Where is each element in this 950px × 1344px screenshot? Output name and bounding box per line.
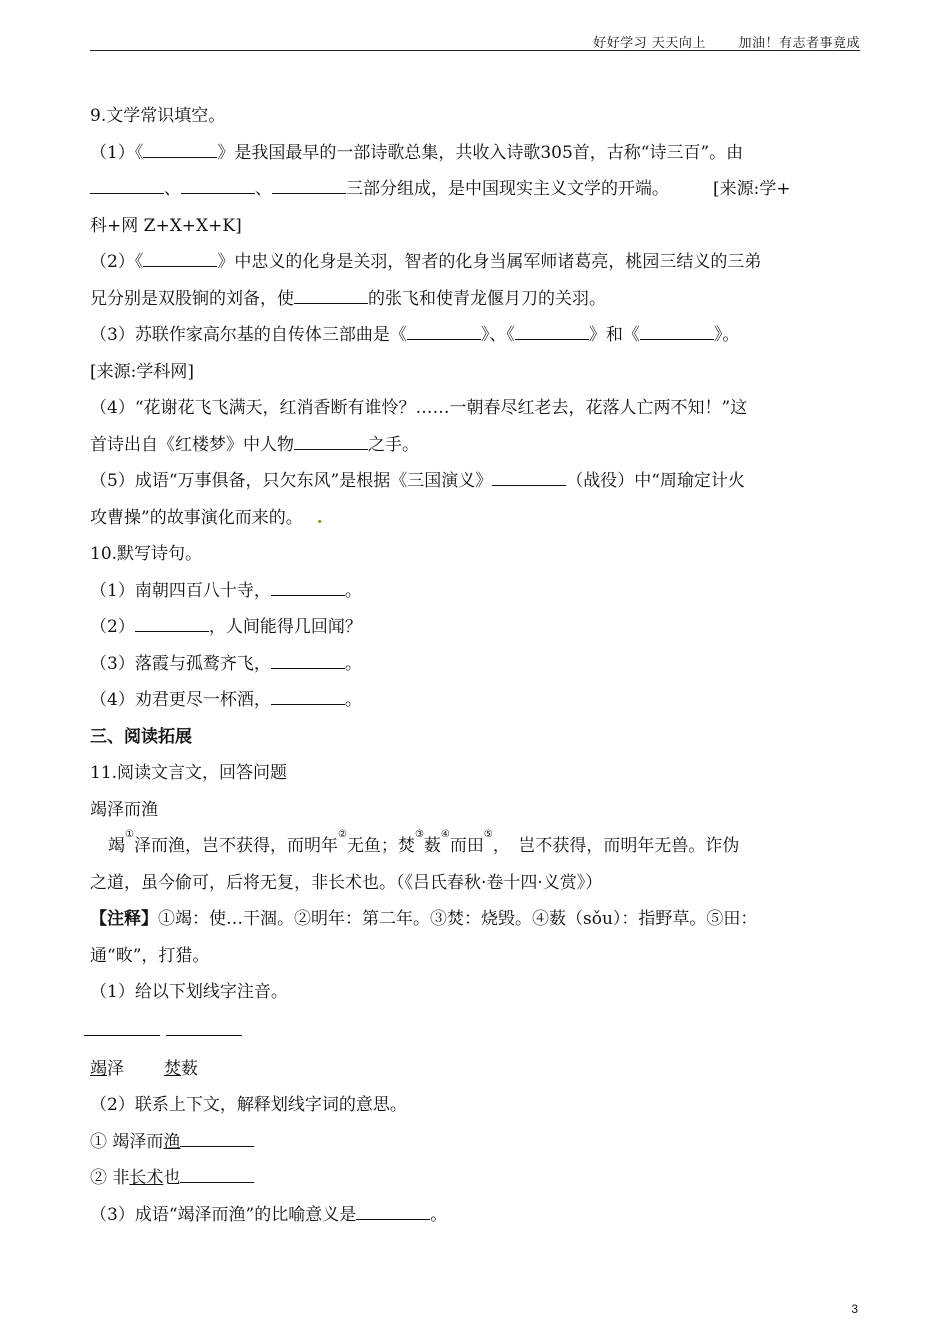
answer-blank[interactable] [272, 192, 346, 194]
pinyin-blanks [90, 1011, 860, 1051]
answer-blank[interactable] [640, 338, 714, 340]
worksheet-body [90, 98, 860, 1233]
section-heading-reading: 三、阅读拓展 [90, 726, 192, 747]
answer-blank[interactable] [294, 448, 368, 450]
passage-title: 竭泽而渔 [90, 799, 158, 820]
page-header [90, 32, 860, 51]
q9-item1-line3: 科+网 Z+X+X+K] [90, 215, 242, 236]
page-number: 3 [851, 1302, 858, 1316]
q11-sub2: （2）联系上下文，解释划线字词的意思。 [90, 1095, 407, 1115]
q10-item3: （3）落霞与孤鹜齐飞， 。 [90, 653, 362, 674]
answer-blank[interactable] [181, 192, 255, 194]
stray-dot-mark: . [316, 507, 323, 528]
answer-blank[interactable] [407, 338, 481, 340]
q10-title: 10.默写诗句。 [90, 544, 203, 564]
answer-blank[interactable] [90, 192, 164, 194]
header-motto-right: 加油！有志者事竟成 [738, 36, 860, 51]
passage-line2: 之道，虽今偷可，后将无复，非长术也。（《吕氏春秋·卷十四·义赏》） [90, 872, 603, 893]
q9-item1-line1: （1）《 》是我国最早的一部诗歌总集，共收入诗歌305首，古称“诗三百”。由 [90, 142, 744, 163]
q9-item5-line1: （5）成语“万事俱备，只欠东风”是根据《三国演义》 （战役）中“周瑜定计火 [90, 471, 745, 491]
answer-blank[interactable] [294, 302, 368, 304]
q9-item4-line2: 首诗出自《红楼梦》中人物 之手。 [90, 434, 419, 455]
answer-blank[interactable] [143, 265, 217, 267]
annotation-line2: 通“畋”，打猎。 [90, 945, 210, 966]
source-note: [来源:学+ [713, 179, 791, 199]
passage-line1: 竭①泽而渔，岂不获得，而明年②无鱼；焚③薮④而田⑤， 岂不获得，而明年无兽。诈伪 [108, 829, 740, 856]
answer-blank[interactable] [356, 1218, 430, 1220]
q9-title: 9.文学常识填空。 [90, 106, 226, 126]
q11-title: 11.阅读文言文，回答问题 [90, 763, 288, 783]
underlined-words: 竭泽 焚薮 [90, 1058, 198, 1079]
q9-item2-line2: 兄分别是双股锏的刘备，使 的张飞和使青龙偃月刀的关羽。 [90, 288, 606, 309]
answer-blank[interactable] [492, 484, 566, 486]
answer-blank[interactable] [271, 703, 345, 705]
answer-blank[interactable] [166, 1035, 242, 1036]
answer-blank[interactable] [180, 1181, 254, 1183]
answer-blank[interactable] [135, 630, 209, 632]
q11-sub2-item1: ① 竭泽而渔 [90, 1124, 860, 1161]
answer-blank[interactable] [271, 594, 345, 596]
q9-item1-line2: 、 、 三部分组成，是中国现实主义文学的开端。 [来源:学+ [90, 171, 860, 208]
q10-item1: （1）南朝四百八十寺， 。 [90, 580, 362, 601]
q11-sub1: （1）给以下划线字注音。 [90, 982, 288, 1002]
answer-blank[interactable] [515, 338, 589, 340]
q10-item2: （2） ，人间能得几回闻？ [90, 617, 362, 637]
q11-sub2-item2: ② 非长术也 [90, 1160, 860, 1197]
q9-item5-line2: 攻曹操”的故事演化而来的。 . [90, 507, 323, 528]
q9-item4-line1: （4）“花谢花飞飞满天，红消香断有谁怜？……一朝春尽红老去，花落人亡两不知！”这 [90, 398, 748, 418]
annotation-line1: 【注释】①竭：使…干涸。②明年：第二年。③焚：烧毁。④薮（sǒu）：指野草。⑤田： [90, 909, 758, 929]
answer-blank[interactable] [180, 1145, 254, 1147]
q9-item2-line1: （2）《 》中忠义的化身是关羽，智者的化身当属军师诸葛亮，桃园三结义的三弟 [90, 252, 762, 272]
answer-blank[interactable] [143, 156, 217, 158]
q10-item4: （4）劝君更尽一杯酒， 。 [90, 690, 362, 710]
q11-sub3: （3）成语“竭泽而渔”的比喻意义是 。 [90, 1204, 448, 1225]
q9-item3-source: [来源:学科网] [90, 361, 194, 382]
answer-blank[interactable] [271, 667, 345, 669]
q9-item3-line1: （3）苏联作家高尔基的自传体三部曲是《 》、《 》和《 》。 [90, 325, 740, 345]
answer-blank[interactable] [84, 1035, 160, 1036]
header-motto-left: 好好学习 天天向上 [593, 36, 706, 51]
